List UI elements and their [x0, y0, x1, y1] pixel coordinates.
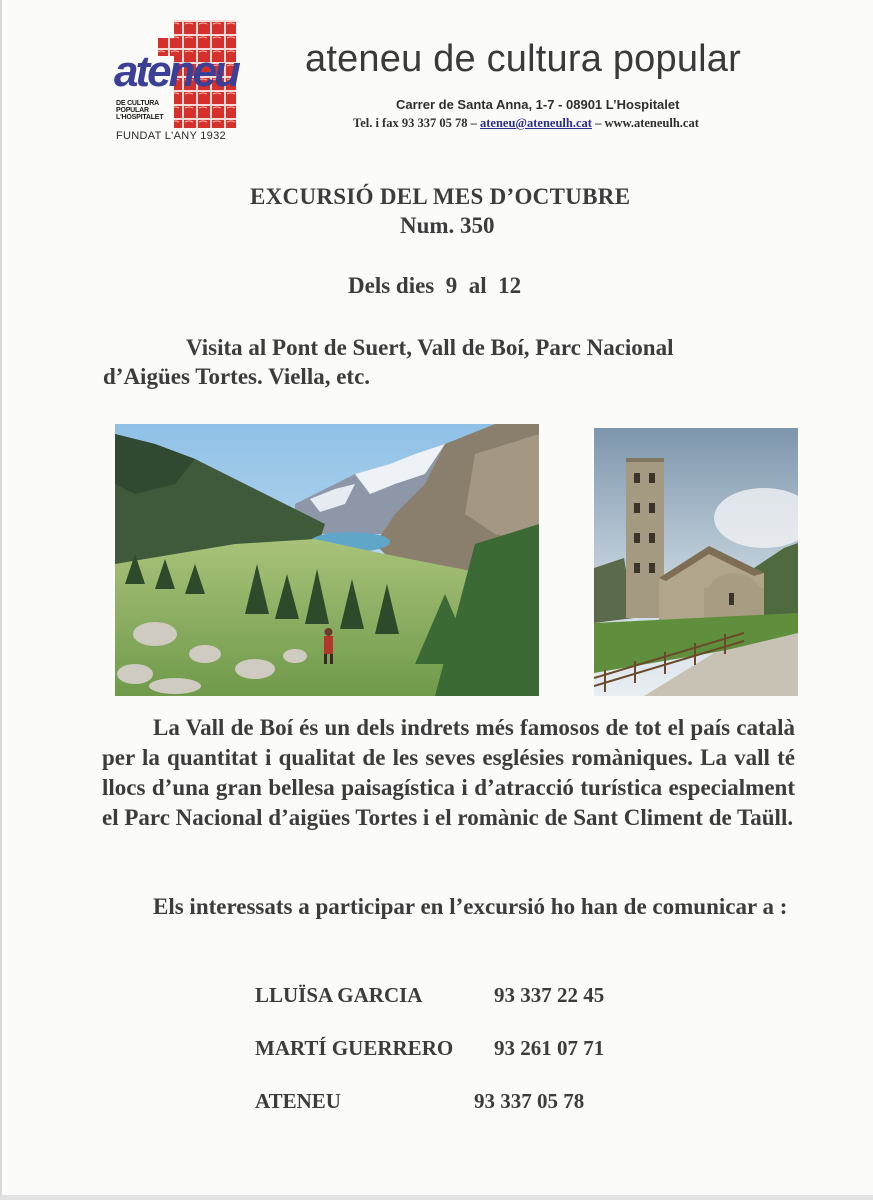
page-edge	[0, 0, 2, 1200]
contact-phone: 93 337 05 78	[474, 1089, 585, 1113]
contact-prefix: Tel. i fax 93 337 05 78 –	[353, 116, 480, 130]
excursion-dates: Dels dies 9 al 12	[348, 273, 522, 298]
org-name: ateneu de cultura popular	[305, 38, 741, 80]
logo-wordmark: ateneu	[114, 47, 238, 96]
contact-suffix: – www.ateneulh.cat	[591, 116, 699, 130]
church-photo	[594, 428, 798, 696]
excursion-title: EXCURSIÓ DEL MES D’OCTUBRE	[250, 184, 631, 209]
logo-subtitle-line: L'HOSPITALET	[116, 114, 164, 121]
logo-subtitle	[116, 100, 186, 121]
contact-name: LLUÏSA GARCIA	[255, 983, 423, 1007]
logo-subtitle-line: POPULAR	[116, 107, 149, 114]
email-link[interactable]: ateneu@ateneulh.cat	[479, 116, 592, 130]
excursion-number: Num. 350	[400, 213, 495, 238]
page-edge-bottom	[0, 1195, 873, 1200]
logo-founded: FUNDAT L'ANY 1932	[116, 130, 226, 142]
org-address: Carrer de Santa Anna, 1-7 - 08901 L’Hospitalet	[396, 97, 680, 112]
logo-subtitle-line: DE CULTURA	[116, 100, 159, 107]
org-contact	[353, 116, 699, 131]
visit-description: Visita al Pont de Suert, Vall de Boí, Parc Nacional d’Aigües Tortes. Viella, etc.	[103, 335, 674, 389]
contact-name: MARTÍ GUERRERO	[255, 1036, 454, 1060]
contact-instructions: Els interessats a participar en l’excursió ho han de comunicar a :	[153, 894, 788, 919]
contact-phone: 93 337 22 45	[494, 983, 605, 1007]
contact-phone: 93 261 07 71	[494, 1036, 605, 1060]
contact-name: ATENEU	[255, 1089, 341, 1113]
ateneu-logo	[112, 20, 240, 145]
valley-photo	[115, 424, 539, 696]
description-paragraph: La Vall de Boí és un dels indrets més famosos de tot el país català per la quantitat i qualitat de les seves esglésies romàniques. La vall té llocs d’una gran bellesa paisagística i d’atracció turística especialment el Parc Nacional d’aigües Tortes i el romànic de Sant Climent de Taüll.	[102, 715, 795, 830]
